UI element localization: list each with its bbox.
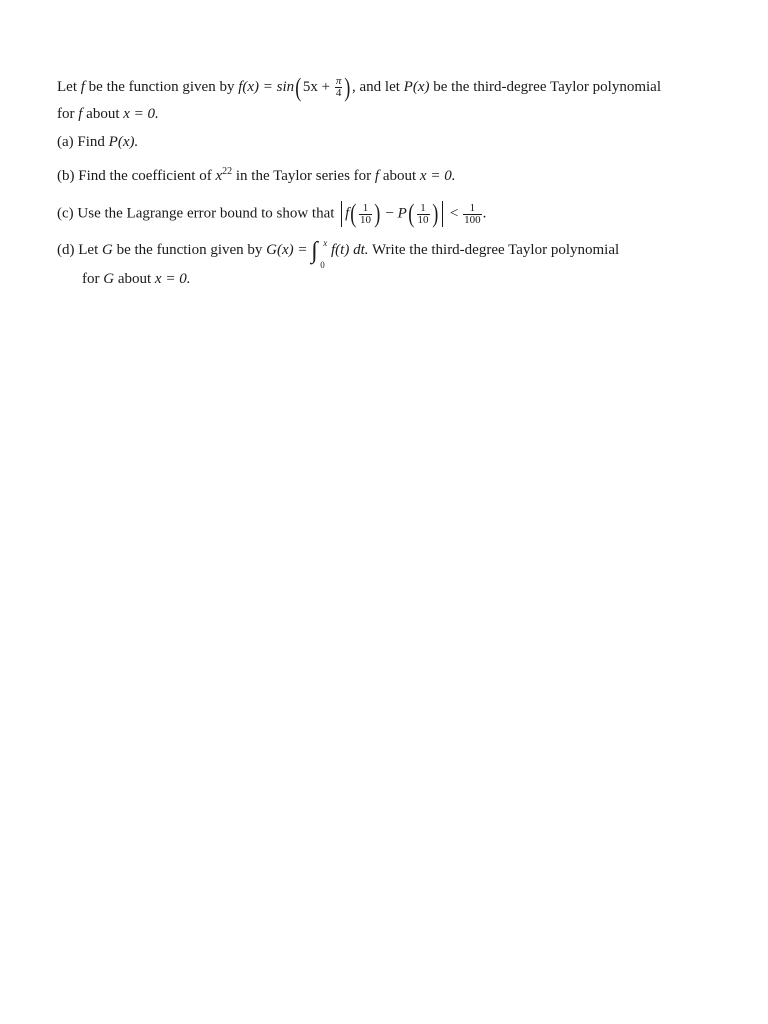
intro-line-2 [57,104,159,124]
right-paren: ) [344,72,351,102]
fraction-numerator: π [335,75,342,87]
f-symbol: f [78,106,83,122]
g-symbol: G [102,242,113,258]
integral-upper-limit: x [323,237,328,248]
one-tenth-fraction [417,203,430,226]
abs-bar-left [341,201,342,227]
p-symbol: P [397,205,407,222]
p-of-x: P(x) [403,78,430,95]
part-a-text: Find [77,134,105,150]
function-definition: f(x) = sin [238,78,295,95]
intro-text: be the third-degree Taylor polynomial [433,78,661,95]
pi-over-four-fraction [335,76,343,99]
part-d-text: about [117,271,152,287]
one-hundredth-fraction [463,203,482,226]
g-symbol: G [103,271,115,287]
f-symbol: f [374,168,380,184]
one-tenth-fraction [359,203,372,226]
left-paren: ( [408,199,415,228]
intro-text: for [57,106,75,122]
right-paren: ) [431,199,438,228]
fraction-denominator: 100 [464,213,481,226]
function-argument: 5x + [302,78,331,95]
period: . [482,205,487,222]
part-d-text: for [82,271,100,287]
p-of-x: P(x). [108,134,139,150]
part-d-line-2 [82,269,190,289]
fraction-denominator: 10 [360,213,372,226]
part-c [57,201,486,227]
part-a-label: (a) [57,134,74,150]
part-c-label: (c) [57,205,74,222]
part-b-text: about [382,168,417,184]
minus-sign: − [385,205,394,222]
x-equals-zero: x = 0. [123,106,159,122]
part-d [57,237,620,270]
part-d-text: Let [78,242,99,258]
f-symbol: f [345,205,350,222]
exponent: 22 [222,166,233,177]
g-of-x: G(x) = [266,242,308,258]
x-variable: x [215,168,223,184]
intro-text: about [86,106,120,122]
part-b [57,166,455,186]
intro-line-1 [57,72,661,102]
part-d-label: (d) [57,242,75,258]
part-b-text: in the Taylor series for [235,168,372,184]
x-equals-zero: x = 0. [154,271,191,287]
fraction-denominator: 4 [335,87,342,99]
less-than-sign: < [449,205,459,222]
integrand: f(t) dt. [331,242,369,258]
left-paren: ( [350,199,357,228]
part-d-text: Write the third-degree Taylor polynomial [371,242,620,258]
intro-text: , and let [352,78,400,95]
part-b-text: Find the coefficient of [78,168,212,184]
integral-lower-limit: 0 [320,259,325,270]
integral-sign: ∫ x 0 [311,241,327,261]
left-paren: ( [295,72,302,102]
intro-text: be the function given by [88,78,235,95]
part-b-label: (b) [57,168,75,184]
fraction-numerator: 1 [359,203,372,215]
part-d-text: be the function given by [116,242,263,258]
fraction-denominator: 10 [417,213,429,226]
f-symbol: f [80,78,85,95]
abs-bar-right [442,201,443,227]
right-paren: ) [374,199,381,228]
fraction-numerator: 1 [463,203,482,215]
part-a [57,132,138,152]
fraction-numerator: 1 [417,203,430,215]
x-equals-zero: x = 0. [419,168,456,184]
intro-text: Let [57,78,77,95]
part-c-text: Use the Lagrange error bound to show that [77,205,335,222]
